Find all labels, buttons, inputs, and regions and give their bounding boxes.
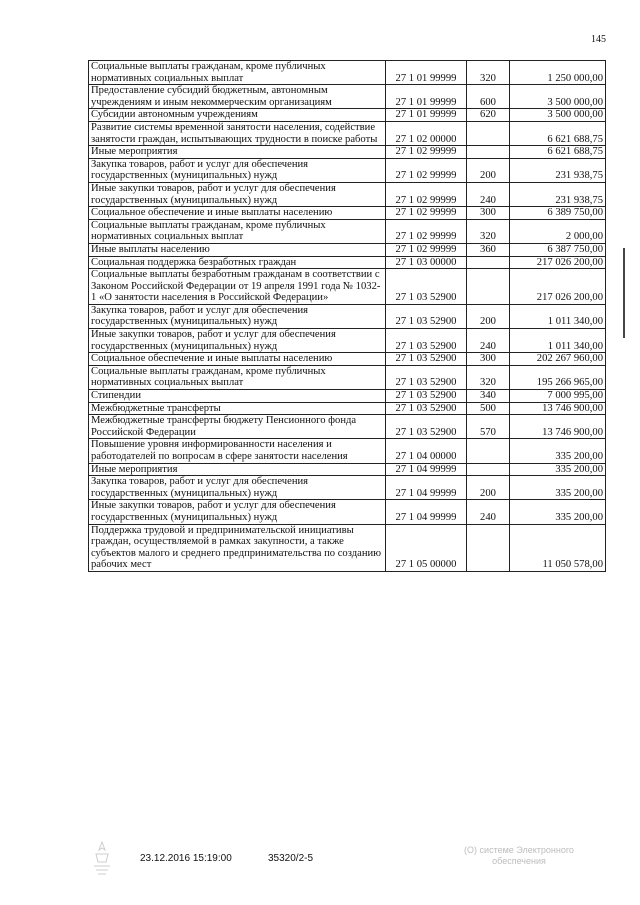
row-expense-type-cell: [467, 269, 510, 305]
footer-signature-watermark: (О) системе Электронного обеспечения: [464, 845, 574, 866]
row-name-cell: Социальное обеспечение и иные выплаты населению: [89, 353, 386, 366]
row-sum-cell: 335 200,00: [510, 476, 606, 500]
row-code-cell: 27 1 03 52900: [386, 415, 467, 439]
row-code-cell: 27 1 03 52900: [386, 353, 467, 366]
row-name-cell: Социальное обеспечение и иные выплаты населению: [89, 207, 386, 220]
row-code-cell: 27 1 03 52900: [386, 402, 467, 415]
row-name-cell: Межбюджетные трансферты бюджету Пенсионного фонда Российской Федерации: [89, 415, 386, 439]
row-expense-type-cell: [467, 439, 510, 463]
row-expense-type-cell: 340: [467, 390, 510, 403]
row-sum-cell: 13 746 900,00: [510, 415, 606, 439]
row-expense-type-cell: [467, 121, 510, 145]
table-row: [89, 256, 606, 269]
table-row: [89, 415, 606, 439]
row-sum-cell: 335 200,00: [510, 463, 606, 476]
row-sum-cell: 217 026 200,00: [510, 269, 606, 305]
row-sum-cell: 3 500 000,00: [510, 85, 606, 109]
row-sum-cell: 2 000,00: [510, 219, 606, 243]
table-row: [89, 329, 606, 353]
row-expense-type-cell: 500: [467, 402, 510, 415]
footer-document-number: 35320/2-5: [268, 853, 314, 864]
row-expense-type-cell: 320: [467, 365, 510, 389]
row-expense-type-cell: 320: [467, 219, 510, 243]
row-code-cell: 27 1 02 99999: [386, 146, 467, 159]
row-sum-cell: 13 746 900,00: [510, 402, 606, 415]
scan-edge-mark: [623, 248, 625, 338]
row-sum-cell: 6 621 688,75: [510, 146, 606, 159]
row-name-cell: Закупка товаров, работ и услуг для обеспечения государственных (муниципальных) нужд: [89, 476, 386, 500]
row-name-cell: Иные закупки товаров, работ и услуг для обеспечения государственных (муниципальных) нужд: [89, 500, 386, 524]
row-name-cell: Закупка товаров, работ и услуг для обеспечения государственных (муниципальных) нужд: [89, 304, 386, 328]
row-code-cell: 27 1 05 00000: [386, 524, 467, 571]
budget-table-body: [89, 61, 606, 572]
row-expense-type-cell: [467, 256, 510, 269]
row-name-cell: Социальные выплаты безработным гражданам в соответствии с Законом Российской Федерации от 19 апреля 1991 года № 1032-1 «О занятости населения в Российской Федерации»: [89, 269, 386, 305]
stamp-icon: [92, 840, 112, 876]
row-name-cell: Социальные выплаты гражданам, кроме публичных нормативных социальных выплат: [89, 61, 386, 85]
table-row: [89, 109, 606, 122]
row-code-cell: 27 1 02 99999: [386, 207, 467, 220]
row-name-cell: Развитие системы временной занятости населения, содействие занятости граждан, испытывающих трудности в поиске работы: [89, 121, 386, 145]
row-expense-type-cell: 200: [467, 304, 510, 328]
row-expense-type-cell: 240: [467, 329, 510, 353]
table-row: [89, 390, 606, 403]
row-expense-type-cell: 600: [467, 85, 510, 109]
row-code-cell: 27 1 03 00000: [386, 256, 467, 269]
row-name-cell: Поддержка трудовой и предпринимательской инициативы граждан, осуществляемой в рамках закупности, а также субъектов малого и среднего предпринимательства по созданию рабочих мест: [89, 524, 386, 571]
row-code-cell: 27 1 01 99999: [386, 85, 467, 109]
table-row: [89, 304, 606, 328]
row-expense-type-cell: 300: [467, 207, 510, 220]
table-row: [89, 182, 606, 206]
table-row: [89, 146, 606, 159]
row-name-cell: Предоставление субсидий бюджетным, автономным учреждениям и иным некоммерческим организациям: [89, 85, 386, 109]
row-expense-type-cell: 200: [467, 158, 510, 182]
row-code-cell: 27 1 03 52900: [386, 365, 467, 389]
table-row: [89, 158, 606, 182]
row-sum-cell: 335 200,00: [510, 439, 606, 463]
row-expense-type-cell: 320: [467, 61, 510, 85]
row-code-cell: 27 1 02 00000: [386, 121, 467, 145]
row-code-cell: 27 1 03 52900: [386, 269, 467, 305]
row-sum-cell: 231 938,75: [510, 182, 606, 206]
table-row: [89, 243, 606, 256]
row-name-cell: Иные закупки товаров, работ и услуг для обеспечения государственных (муниципальных) нужд: [89, 329, 386, 353]
row-code-cell: 27 1 04 00000: [386, 439, 467, 463]
row-name-cell: Межбюджетные трансферты: [89, 402, 386, 415]
row-sum-cell: 1 011 340,00: [510, 329, 606, 353]
table-row: [89, 500, 606, 524]
row-code-cell: 27 1 04 99999: [386, 463, 467, 476]
row-sum-cell: 231 938,75: [510, 158, 606, 182]
row-expense-type-cell: 570: [467, 415, 510, 439]
page-number: 145: [591, 34, 606, 45]
row-sum-cell: 195 266 965,00: [510, 365, 606, 389]
row-name-cell: Повышение уровня информированности населения и работодателей по вопросам в сфере занятости населения: [89, 439, 386, 463]
row-sum-cell: 202 267 960,00: [510, 353, 606, 366]
table-row: [89, 439, 606, 463]
row-expense-type-cell: [467, 524, 510, 571]
row-sum-cell: 1 250 000,00: [510, 61, 606, 85]
row-name-cell: Иные мероприятия: [89, 146, 386, 159]
row-name-cell: Социальная поддержка безработных граждан: [89, 256, 386, 269]
row-sum-cell: 6 387 750,00: [510, 243, 606, 256]
row-name-cell: Иные выплаты населению: [89, 243, 386, 256]
row-code-cell: 27 1 03 52900: [386, 304, 467, 328]
row-code-cell: 27 1 04 99999: [386, 500, 467, 524]
table-row: [89, 207, 606, 220]
row-name-cell: Иные закупки товаров, работ и услуг для обеспечения государственных (муниципальных) нужд: [89, 182, 386, 206]
row-sum-cell: 217 026 200,00: [510, 256, 606, 269]
row-code-cell: 27 1 02 99999: [386, 182, 467, 206]
row-sum-cell: 3 500 000,00: [510, 109, 606, 122]
row-sum-cell: 335 200,00: [510, 500, 606, 524]
footer-datetime: 23.12.2016 15:19:00: [140, 853, 232, 864]
row-sum-cell: 1 011 340,00: [510, 304, 606, 328]
table-row: [89, 402, 606, 415]
row-expense-type-cell: [467, 463, 510, 476]
row-code-cell: 27 1 02 99999: [386, 243, 467, 256]
table-row: [89, 61, 606, 85]
table-row: [89, 463, 606, 476]
table-row: [89, 121, 606, 145]
table-row: [89, 365, 606, 389]
table-row: [89, 219, 606, 243]
row-name-cell: Закупка товаров, работ и услуг для обеспечения государственных (муниципальных) нужд: [89, 158, 386, 182]
row-sum-cell: 6 621 688,75: [510, 121, 606, 145]
row-expense-type-cell: 240: [467, 500, 510, 524]
row-sum-cell: 6 389 750,00: [510, 207, 606, 220]
row-expense-type-cell: 240: [467, 182, 510, 206]
table-row: [89, 353, 606, 366]
row-name-cell: Социальные выплаты гражданам, кроме публичных нормативных социальных выплат: [89, 219, 386, 243]
row-code-cell: 27 1 04 99999: [386, 476, 467, 500]
row-code-cell: 27 1 02 99999: [386, 219, 467, 243]
table-row: [89, 269, 606, 305]
row-code-cell: 27 1 01 99999: [386, 109, 467, 122]
row-code-cell: 27 1 02 99999: [386, 158, 467, 182]
row-name-cell: Социальные выплаты гражданам, кроме публичных нормативных социальных выплат: [89, 365, 386, 389]
table-row: [89, 524, 606, 571]
row-name-cell: Иные мероприятия: [89, 463, 386, 476]
row-expense-type-cell: 300: [467, 353, 510, 366]
row-name-cell: Субсидии автономным учреждениям: [89, 109, 386, 122]
row-expense-type-cell: 620: [467, 109, 510, 122]
row-sum-cell: 11 050 578,00: [510, 524, 606, 571]
table-row: [89, 476, 606, 500]
row-name-cell: Стипендии: [89, 390, 386, 403]
row-expense-type-cell: 360: [467, 243, 510, 256]
row-expense-type-cell: 200: [467, 476, 510, 500]
row-sum-cell: 7 000 995,00: [510, 390, 606, 403]
row-code-cell: 27 1 03 52900: [386, 329, 467, 353]
row-code-cell: 27 1 01 99999: [386, 61, 467, 85]
row-code-cell: 27 1 03 52900: [386, 390, 467, 403]
table-row: [89, 85, 606, 109]
budget-table: [88, 60, 606, 572]
row-expense-type-cell: [467, 146, 510, 159]
